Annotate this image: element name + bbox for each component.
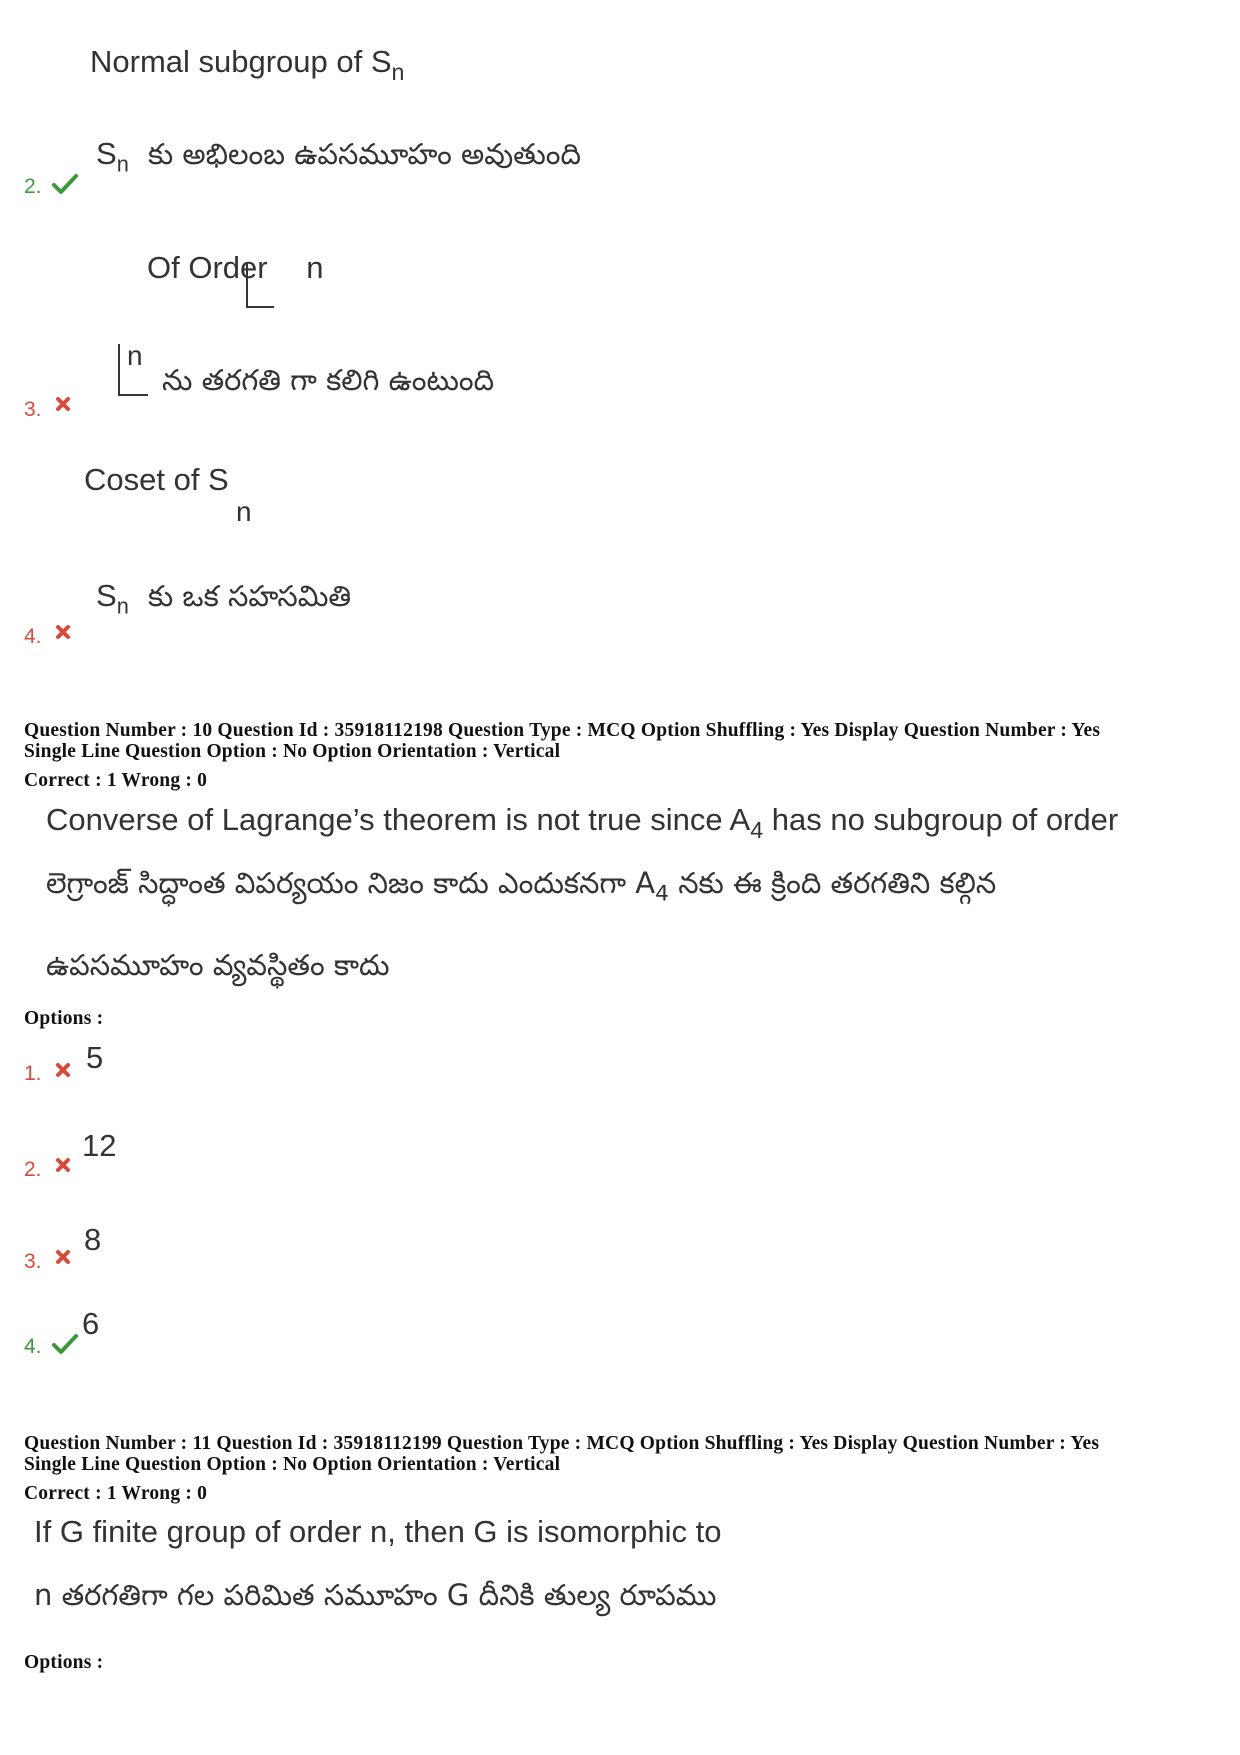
option-text: 5: [86, 1040, 104, 1075]
question-marks: Correct : 1 Wrong : 0: [24, 1483, 208, 1504]
question-text-english: If G finite group of order n, then G is isomorphic to: [34, 1514, 722, 1549]
factorial-bracket: [246, 262, 274, 308]
cross-icon: [55, 396, 71, 412]
option-text: 12: [82, 1128, 117, 1163]
option-number: 2.: [24, 175, 42, 198]
check-icon: [52, 1333, 78, 1355]
option-number: 4.: [24, 625, 42, 648]
question-text-telugu: n తరగతిగా గల పరిమిత సమూహం G దీనికి తుల్య రూపము: [34, 1578, 717, 1612]
option-text: 6: [82, 1306, 100, 1341]
option-number: 3.: [24, 398, 42, 421]
option-number: 4.: [24, 1335, 42, 1358]
option-number: 2.: [24, 1158, 42, 1181]
question-meta: Single Line Question Option : No Option Orientation : Vertical: [24, 1454, 561, 1475]
question-meta: Single Line Question Option : No Option Orientation : Vertical: [24, 741, 561, 762]
prev-opt3-english: Of Order n: [147, 250, 324, 285]
cross-icon: [55, 1249, 71, 1265]
cross-icon: [55, 1062, 71, 1078]
option-number: 3.: [24, 1250, 42, 1273]
question-marks: Correct : 1 Wrong : 0: [24, 770, 208, 791]
question-meta: Question Number : 10 Question Id : 35918112198 Question Type : MCQ Option Shuffling : Yes Display Question Number : Yes: [24, 720, 1101, 741]
question-text-telugu: ఉపసమూహం వ్యవస్థితం కాదు: [46, 948, 390, 982]
option-number: 1.: [24, 1062, 42, 1085]
cross-icon: [55, 1157, 71, 1173]
question-text-english: Converse of Lagrange’s theorem is not true since $A_4$ has no subgroup of order: [46, 802, 1119, 844]
prev-opt2-telugu: $S_n$ కు అభిలంబ ఉపసమూహం అవుతుంది: [96, 136, 581, 177]
option-text: 8: [84, 1222, 102, 1257]
options-label: Options :: [24, 1652, 104, 1673]
prev-opt3-telugu: ను తరగతి గా కలిగి ఉంటుంది: [162, 363, 495, 397]
prev-opt4-telugu: $S_n$ కు ఒక సహసమితి: [96, 578, 352, 619]
prev-opt2-english: Normal subgroup of $S_n$: [90, 44, 405, 86]
prev-opt4-english: Coset of S: [84, 462, 229, 497]
question-meta: Question Number : 11 Question Id : 35918112199 Question Type : MCQ Option Shuffling : Yes Display Question Number : Yes: [24, 1433, 1100, 1454]
options-label: Options :: [24, 1008, 104, 1029]
cross-icon: [55, 624, 71, 640]
question-text-telugu: లెగ్రాంజ్ సిద్ధాంత విపర్యయం నిజం కాదు ఎందుకనగా $A_4$ నకు ఈ క్రింది తరగతిని కల్గిన: [46, 866, 997, 907]
prev-opt4-sub: n: [236, 496, 252, 527]
check-icon: [52, 173, 78, 195]
prev-opt3-n: n: [127, 340, 143, 371]
